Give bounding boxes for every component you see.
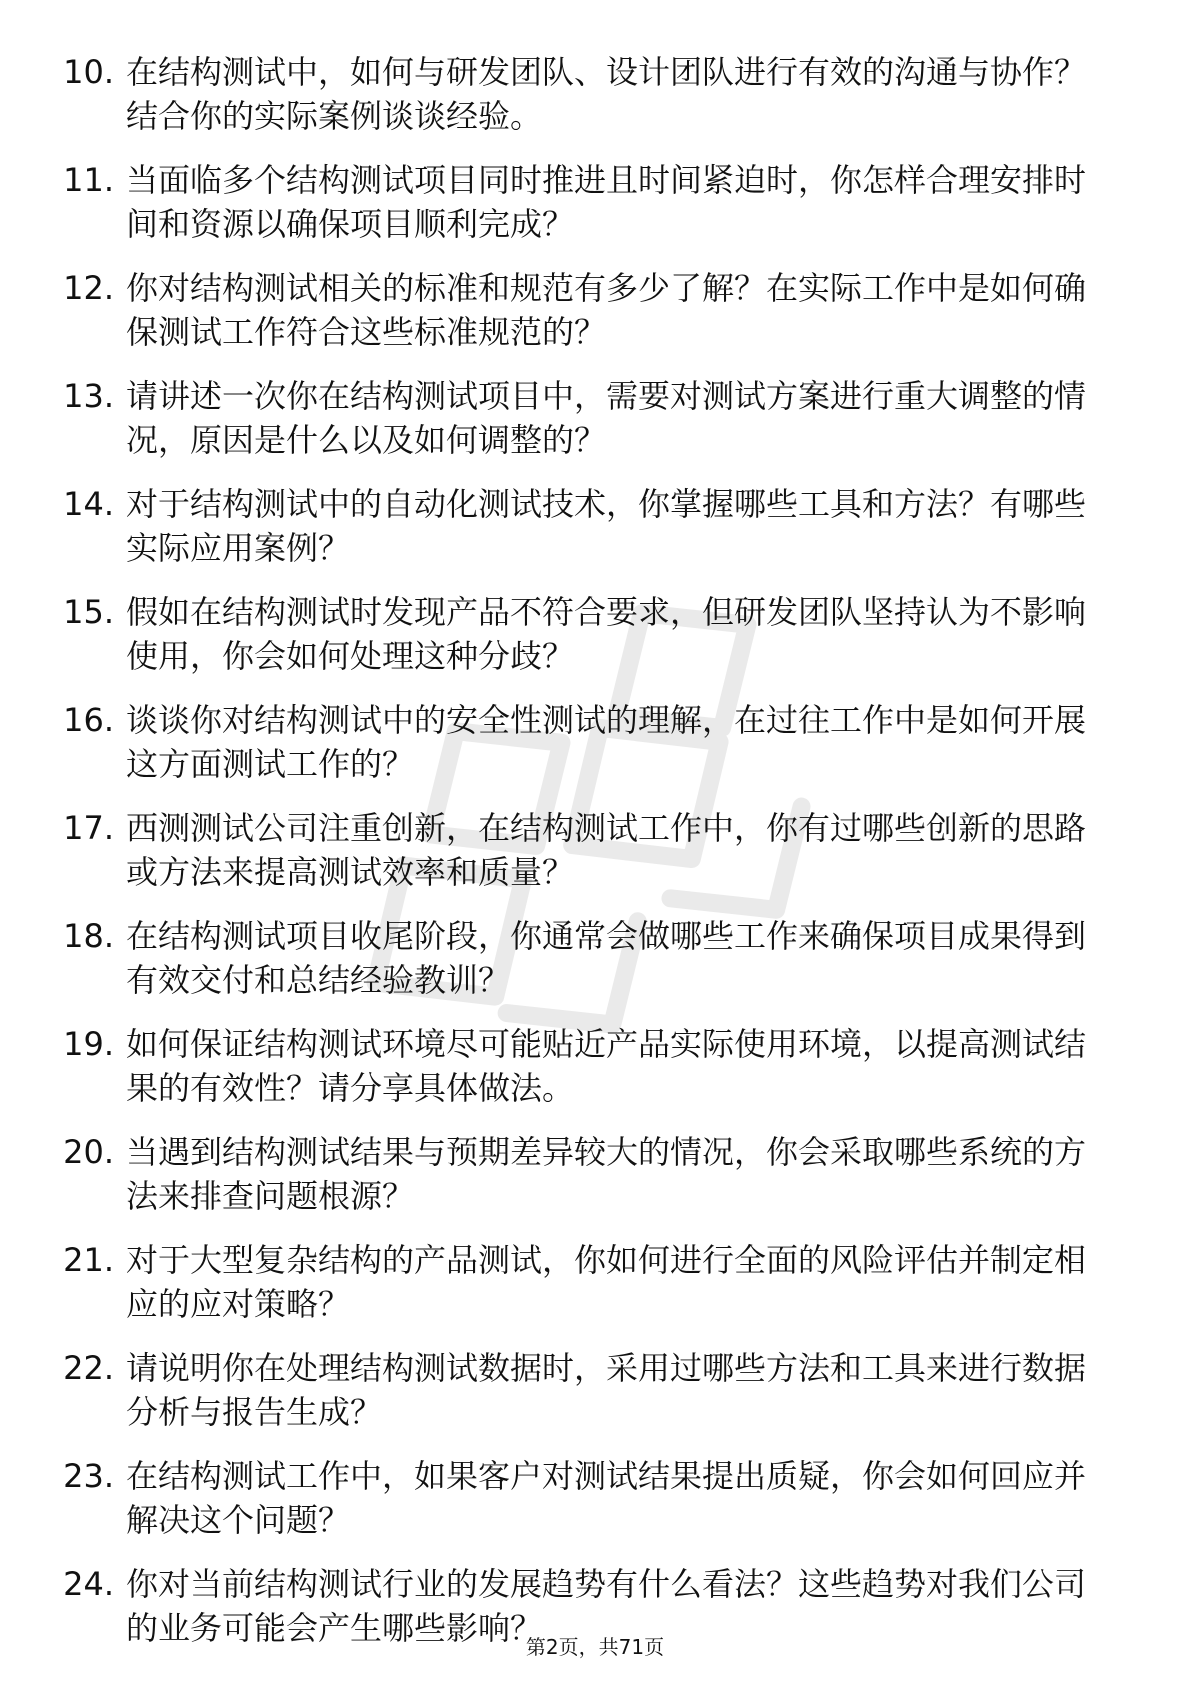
question-number: 12. bbox=[63, 269, 114, 307]
question-text: 对于大型复杂结构的产品测试，你如何进行全面的风险评估并制定相应的应对策略？ bbox=[126, 1241, 1087, 1323]
question-text: 如何保证结构测试环境尽可能贴近产品实际使用环境，以提高测试结果的有效性？请分享具体做法。 bbox=[126, 1025, 1087, 1107]
question-item-22 bbox=[56, 1346, 1116, 1434]
question-item-11 bbox=[56, 158, 1116, 246]
question-text: 你对结构测试相关的标准和规范有多少了解？在实际工作中是如何确保测试工作符合这些标准规范的？ bbox=[126, 269, 1087, 351]
question-number: 20. bbox=[63, 1133, 114, 1171]
question-item-10 bbox=[56, 50, 1116, 138]
page-footer: 第2页，共71页 bbox=[525, 1635, 665, 1659]
question-item-18 bbox=[56, 914, 1116, 1002]
question-list bbox=[56, 50, 1116, 1670]
question-text: 在结构测试工作中，如果客户对测试结果提出质疑，你会如何回应并解决这个问题？ bbox=[126, 1457, 1087, 1539]
question-item-14 bbox=[56, 482, 1116, 570]
question-number: 15. bbox=[63, 593, 114, 631]
question-text: 西测测试公司注重创新，在结构测试工作中，你有过哪些创新的思路或方法来提高测试效率和质量？ bbox=[126, 809, 1087, 891]
question-number: 11. bbox=[63, 161, 114, 199]
question-number: 10. bbox=[63, 53, 114, 91]
question-number: 19. bbox=[63, 1025, 114, 1063]
question-text: 你对当前结构测试行业的发展趋势有什么看法？这些趋势对我们公司的业务可能会产生哪些影响？ bbox=[126, 1565, 1087, 1647]
question-text: 请讲述一次你在结构测试项目中，需要对测试方案进行重大调整的情况，原因是什么以及如何调整的？ bbox=[126, 377, 1087, 459]
question-number: 23. bbox=[63, 1457, 114, 1495]
question-text: 在结构测试项目收尾阶段，你通常会做哪些工作来确保项目成果得到有效交付和总结经验教训？ bbox=[126, 917, 1087, 999]
question-text: 当遇到结构测试结果与预期差异较大的情况，你会采取哪些系统的方法来排查问题根源？ bbox=[126, 1133, 1087, 1215]
question-item-20 bbox=[56, 1130, 1116, 1218]
question-item-13 bbox=[56, 374, 1116, 462]
question-item-19 bbox=[56, 1022, 1116, 1110]
question-number: 16. bbox=[63, 701, 114, 739]
question-number: 17. bbox=[63, 809, 114, 847]
question-number: 22. bbox=[63, 1349, 114, 1387]
question-item-17 bbox=[56, 806, 1116, 894]
question-number: 18. bbox=[63, 917, 114, 955]
question-text: 对于结构测试中的自动化测试技术，你掌握哪些工具和方法？有哪些实际应用案例？ bbox=[126, 485, 1087, 567]
question-number: 21. bbox=[63, 1241, 114, 1279]
question-item-12 bbox=[56, 266, 1116, 354]
question-text: 假如在结构测试时发现产品不符合要求，但研发团队坚持认为不影响使用，你会如何处理这种分歧？ bbox=[126, 593, 1087, 675]
question-item-21 bbox=[56, 1238, 1116, 1326]
question-item-23 bbox=[56, 1454, 1116, 1542]
question-item-16 bbox=[56, 698, 1116, 786]
question-number: 13. bbox=[63, 377, 114, 415]
question-text: 在结构测试中，如何与研发团队、设计团队进行有效的沟通与协作？结合你的实际案例谈谈经验。 bbox=[126, 53, 1087, 135]
question-number: 14. bbox=[63, 485, 114, 523]
question-text: 谈谈你对结构测试中的安全性测试的理解，在过往工作中是如何开展这方面测试工作的？ bbox=[126, 701, 1087, 783]
question-text: 当面临多个结构测试项目同时推进且时间紧迫时，你怎样合理安排时间和资源以确保项目顺利完成？ bbox=[126, 161, 1087, 243]
question-item-15 bbox=[56, 590, 1116, 678]
question-number: 24. bbox=[63, 1565, 114, 1603]
question-text: 请说明你在处理结构测试数据时，采用过哪些方法和工具来进行数据分析与报告生成？ bbox=[126, 1349, 1087, 1431]
